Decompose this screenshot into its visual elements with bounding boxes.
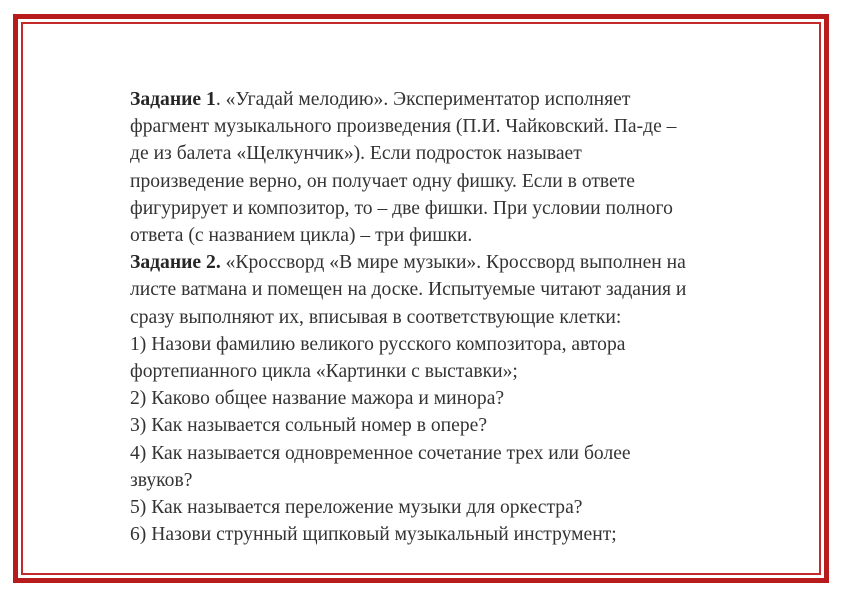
question-1-line: фортепианного цикла «Картинки с выставки»; <box>130 361 518 383</box>
task1-line: произведение верно, он получает одну фишку. Если в ответе <box>130 170 636 192</box>
task2-line: листе ватмана и помещен на доске. Испытуемые читают задания и <box>130 279 687 301</box>
question-1-line: 1) Назови фамилию великого русского композитора, автора <box>130 333 626 355</box>
task1-line: ответа (с названием цикла) – три фишки. <box>130 225 473 247</box>
task2-line: «Кроссворд «В мире музыки». Кроссворд выполнен на <box>220 252 686 274</box>
question-4-line: звуков? <box>130 469 193 491</box>
task2-label: Задание 2. <box>130 252 221 274</box>
task1-label: Задание 1 <box>130 89 216 110</box>
question-6-line: 6) Назови струнный щипковый музыкальный инструмент; <box>130 524 617 546</box>
question-4-line: 4) Как называется одновременное сочетание трех или более <box>130 442 631 464</box>
task1-line: фигурирует и композитор, то – две фишки. При условии полного <box>130 197 673 219</box>
task1-line: . «Угадай мелодию». Экспериментатор исполняет <box>215 89 631 110</box>
task1-line: де из балета «Щелкунчик»). Если подросток называет <box>130 143 582 165</box>
question-2-line: 2) Каково общее название мажора и минора? <box>130 388 505 410</box>
slide-text <box>130 86 770 548</box>
task2-line: сразу выполняют их, вписывая в соответствующие клетки: <box>130 306 622 328</box>
task2-first-line <box>130 249 770 276</box>
task1-line: фрагмент музыкального произведения (П.И. Чайковский. Па-де – <box>130 116 677 138</box>
task1-first-line <box>130 86 770 113</box>
question-3-line: 3) Как называется сольный номер в опере? <box>130 415 488 437</box>
question-5-line: 5) Как называется переложение музыки для оркестра? <box>130 497 583 519</box>
